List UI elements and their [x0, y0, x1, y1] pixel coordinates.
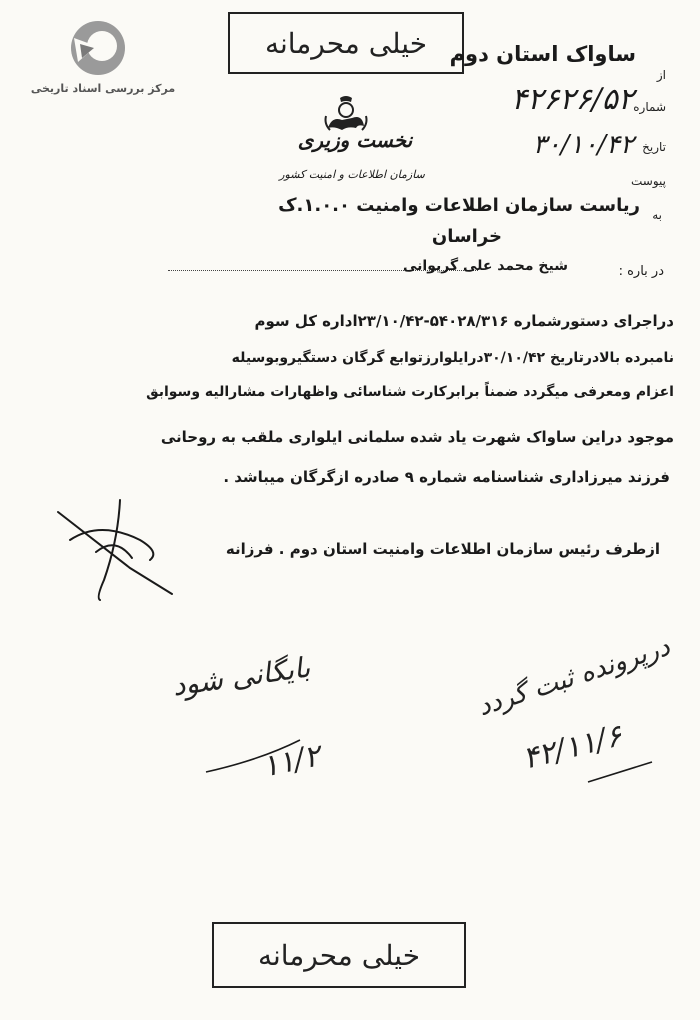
attachment-label: پیوست — [631, 174, 666, 188]
from-value: ساواک استان دوم — [449, 42, 636, 66]
date-label: تاریخ — [642, 140, 666, 154]
regarding-value: شیخ محمد علی گریوانی — [403, 258, 568, 274]
recipient-value: ریاست سازمان اطلاعات وامنیت ۱.۰.۰.ک — [278, 195, 640, 216]
signature-icon — [58, 500, 172, 600]
to-label: به — [652, 208, 662, 222]
body-line: نامبرده بالادرتاریخ ۳۰/۱۰/۴۲درایلوارزتوابع گرگان دستگیروبوسیله — [231, 350, 674, 366]
body-line: موجود دراین ساواک شهرت یاد شده سلمانی ایلواری ملقب به روحانی — [160, 428, 674, 446]
archive-logo-text: مرکز بررسی اسناد تاریخی — [30, 82, 176, 95]
archive-logo — [28, 18, 176, 98]
handwritten-date-left: ۱۱/۲ — [259, 738, 324, 785]
handwritten-date-right: ۴۲/۱۱/۶ — [519, 718, 626, 777]
body-line: فرزند میرزاداری شناسنامه شماره ۹ صادره ازگرگان میباشد . — [223, 468, 670, 486]
archive-logo-icon — [66, 18, 126, 78]
number-value: ۴۲۶۲۶/۵۲ — [511, 82, 634, 117]
from-label: از — [656, 68, 666, 82]
body-line: اعزام ومعرفی میگردد ضمناً برابرکارت شناسائی واظهارات مشارالیه وسوابق — [146, 384, 674, 400]
bottom-classification-stamp: خیلی محرمانه — [212, 922, 466, 988]
recipient-province: خراسان — [431, 226, 502, 247]
organization-label: سازمان اطلاعات و امنیت کشور — [279, 168, 425, 181]
regarding-label: در باره : — [618, 264, 664, 279]
handwritten-note-left: بایگانی شود — [170, 650, 313, 703]
prime-ministry-label: نخست وزیری — [297, 128, 413, 152]
handwritten-note-right: درپرونده ثبت گردد — [474, 631, 674, 723]
body-line: دراجرای دستورشماره ۵۴۰۲۸/۳۱۶-۲۳/۱۰/۴۲اداره کل سوم — [254, 312, 674, 330]
date-value: ۳۰/۱۰/۴۲ — [532, 130, 634, 160]
top-classification-stamp: خیلی محرمانه — [228, 12, 464, 74]
number-label: شماره — [633, 100, 666, 114]
signatory-line: ازطرف رئیس سازمان اطلاعات وامنیت استان دوم . فرزانه — [225, 540, 660, 558]
